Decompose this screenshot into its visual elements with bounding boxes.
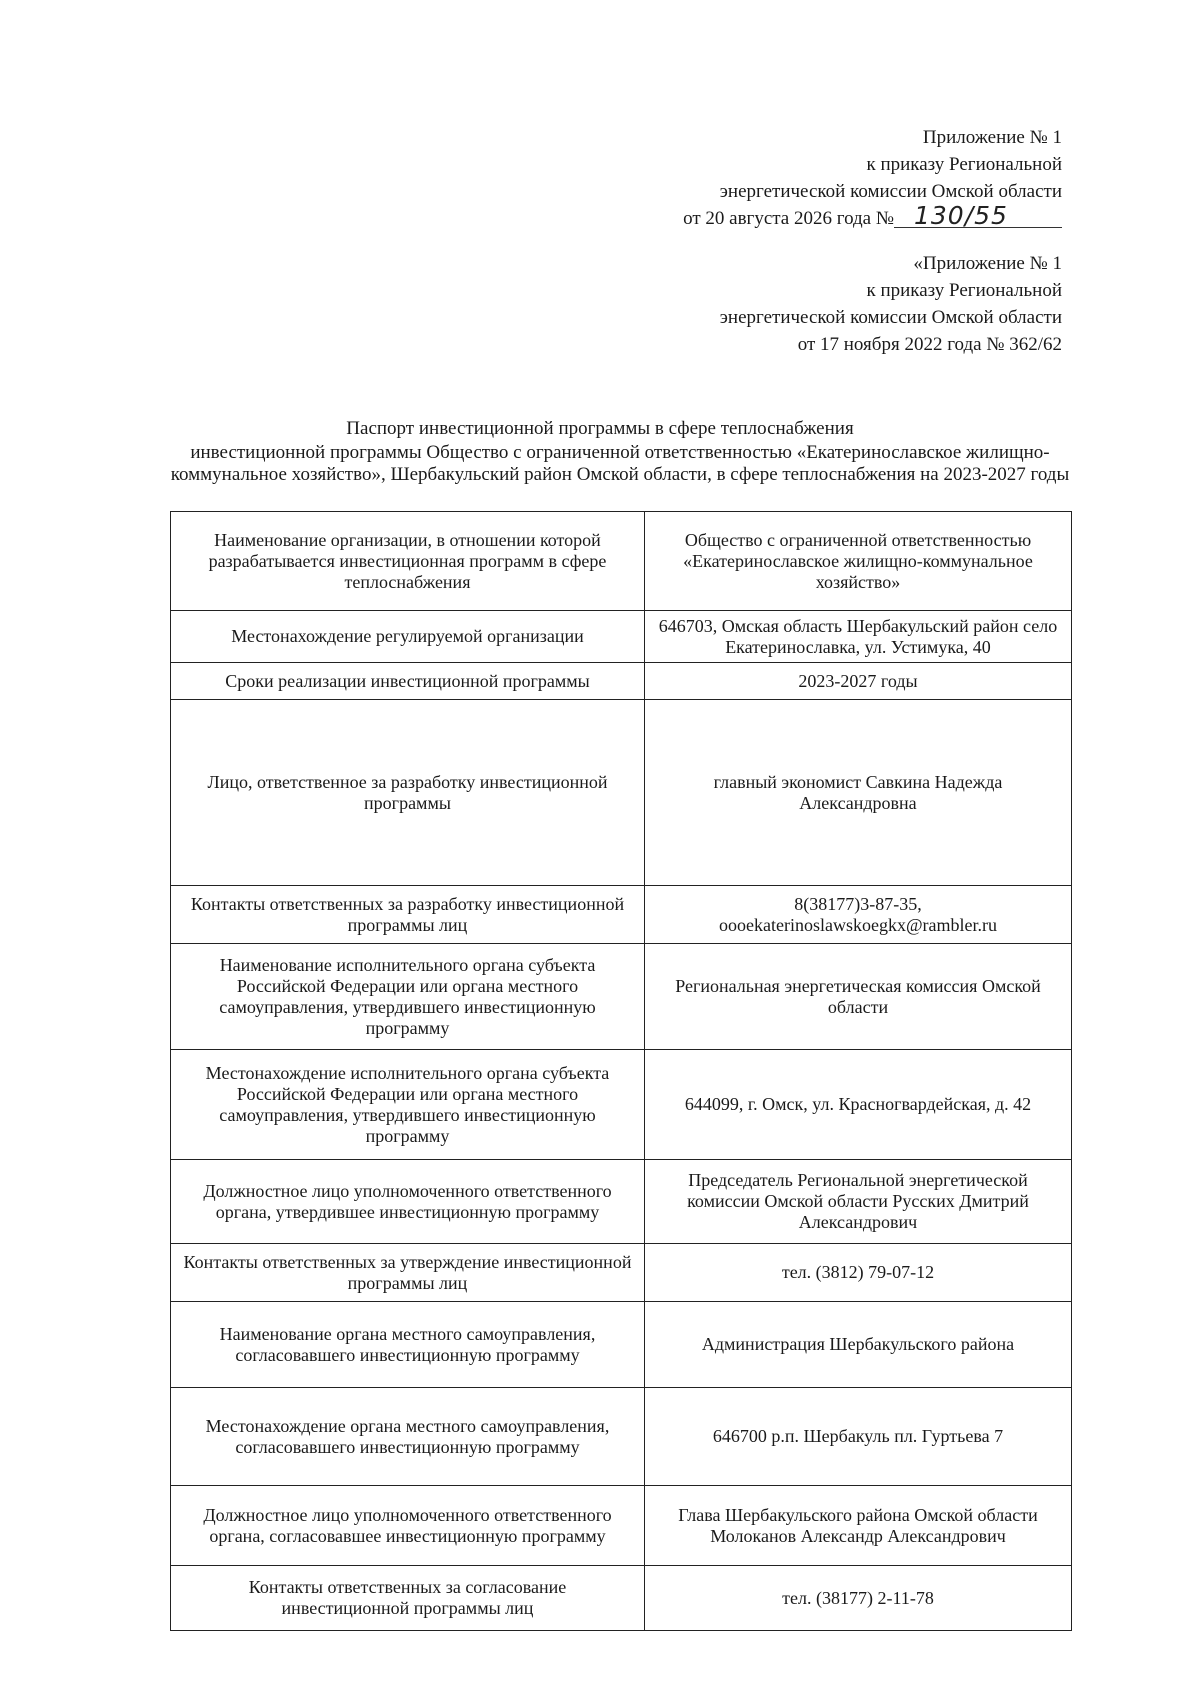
table-row (171, 1302, 1072, 1388)
appendix-commission: энергетической комиссии Омской области (719, 181, 1062, 202)
row-value: 8(38177)3-87-35, oooekaterinoslawskoegkx@rambler.ru (645, 886, 1072, 944)
appendix-header-current (683, 124, 1062, 232)
row-label: Наименование органа местного самоуправления, согласовавшего инвестиционную программу (171, 1302, 645, 1388)
row-label: Местонахождение регулируемой организации (171, 611, 645, 663)
appendix-number: Приложение № 1 (922, 127, 1062, 148)
table-row (171, 1050, 1072, 1160)
table-row (171, 663, 1072, 700)
row-label: Контакты ответственных за утверждение инвестиционной программы лиц (171, 1244, 645, 1302)
table-row (171, 1566, 1072, 1631)
table-row (171, 700, 1072, 886)
table-row (171, 886, 1072, 944)
row-label: Должностное лицо уполномоченного ответственного органа, согласовавшее инвестиционную программу (171, 1486, 645, 1566)
row-label: Должностное лицо уполномоченного ответственного органа, утвердившее инвестиционную программу (171, 1160, 645, 1244)
table-row (171, 1244, 1072, 1302)
row-label: Сроки реализации инвестиционной программы (171, 663, 645, 700)
table-row (171, 1160, 1072, 1244)
table-row (171, 1486, 1072, 1566)
document-subtitle: инвестиционной программы Общество с ограниченной ответственностью «Екатеринославское жилищно-коммунальное хозяйство», Шербакульский район Омской области, в сфере теплоснабжения на 2023-2027 годы (170, 442, 1070, 485)
row-value: Глава Шербакульского района Омской области Молоканов Александр Александрович (645, 1486, 1072, 1566)
prev-appendix-order-ref: к приказу Региональной (866, 280, 1062, 301)
row-label: Местонахождение исполнительного органа субъекта Российской Федерации или органа местного самоуправления, утвердившего инвестиционную программу (171, 1050, 645, 1160)
prev-appendix-number: «Приложение № 1 (913, 253, 1062, 274)
appendix-date-line (683, 201, 1062, 232)
table-row (171, 512, 1072, 611)
row-label: Местонахождение органа местного самоуправления, согласовавшего инвестиционную программу (171, 1388, 645, 1486)
handwritten-order-number: 130/55 (894, 205, 1062, 228)
appendix-order-ref: к приказу Региональной (866, 154, 1062, 175)
row-value: 646703, Омская область Шербакульский район село Екатеринославка, ул. Устимука, 40 (645, 611, 1072, 663)
appendix-date: от 20 августа 2026 года № (683, 208, 894, 229)
prev-appendix-commission: энергетической комиссии Омской области (719, 307, 1062, 328)
table-row (171, 944, 1072, 1050)
table-row (171, 1388, 1072, 1486)
row-label: Наименование исполнительного органа субъекта Российской Федерации или органа местного самоуправления, утвердившего инвестиционную программу (171, 944, 645, 1050)
row-value: Председатель Региональной энергетической комиссии Омской области Русских Дмитрий Александрович (645, 1160, 1072, 1244)
prev-appendix-date: от 17 ноября 2022 года № 362/62 (797, 334, 1062, 355)
row-value: Региональная энергетическая комиссия Омской области (645, 944, 1072, 1050)
row-label: Лицо, ответственное за разработку инвестиционной программы (171, 700, 645, 886)
passport-table (170, 511, 1072, 1631)
row-value: 644099, г. Омск, ул. Красногвардейская, д. 42 (645, 1050, 1072, 1160)
row-value: 646700 р.п. Шербакуль пл. Гуртьева 7 (645, 1388, 1072, 1486)
row-value: Администрация Шербакульского района (645, 1302, 1072, 1388)
document-title: Паспорт инвестиционной программы в сфере теплоснабжения (346, 418, 854, 439)
row-value: тел. (38177) 2-11-78 (645, 1566, 1072, 1631)
row-label: Контакты ответственных за согласование инвестиционной программы лиц (171, 1566, 645, 1631)
row-label: Наименование организации, в отношении которой разрабатывается инвестиционная программ в сфере теплоснабжения (171, 512, 645, 611)
row-label: Контакты ответственных за разработку инвестиционной программы лиц (171, 886, 645, 944)
appendix-header-previous (720, 250, 1062, 358)
row-value: главный экономист Савкина Надежда Александровна (645, 700, 1072, 886)
row-value: тел. (3812) 79-07-12 (645, 1244, 1072, 1302)
table-row (171, 611, 1072, 663)
row-value: 2023-2027 годы (645, 663, 1072, 700)
row-value: Общество с ограниченной ответственностью «Екатеринославское жилищно-коммунальное хозяйство» (645, 512, 1072, 611)
